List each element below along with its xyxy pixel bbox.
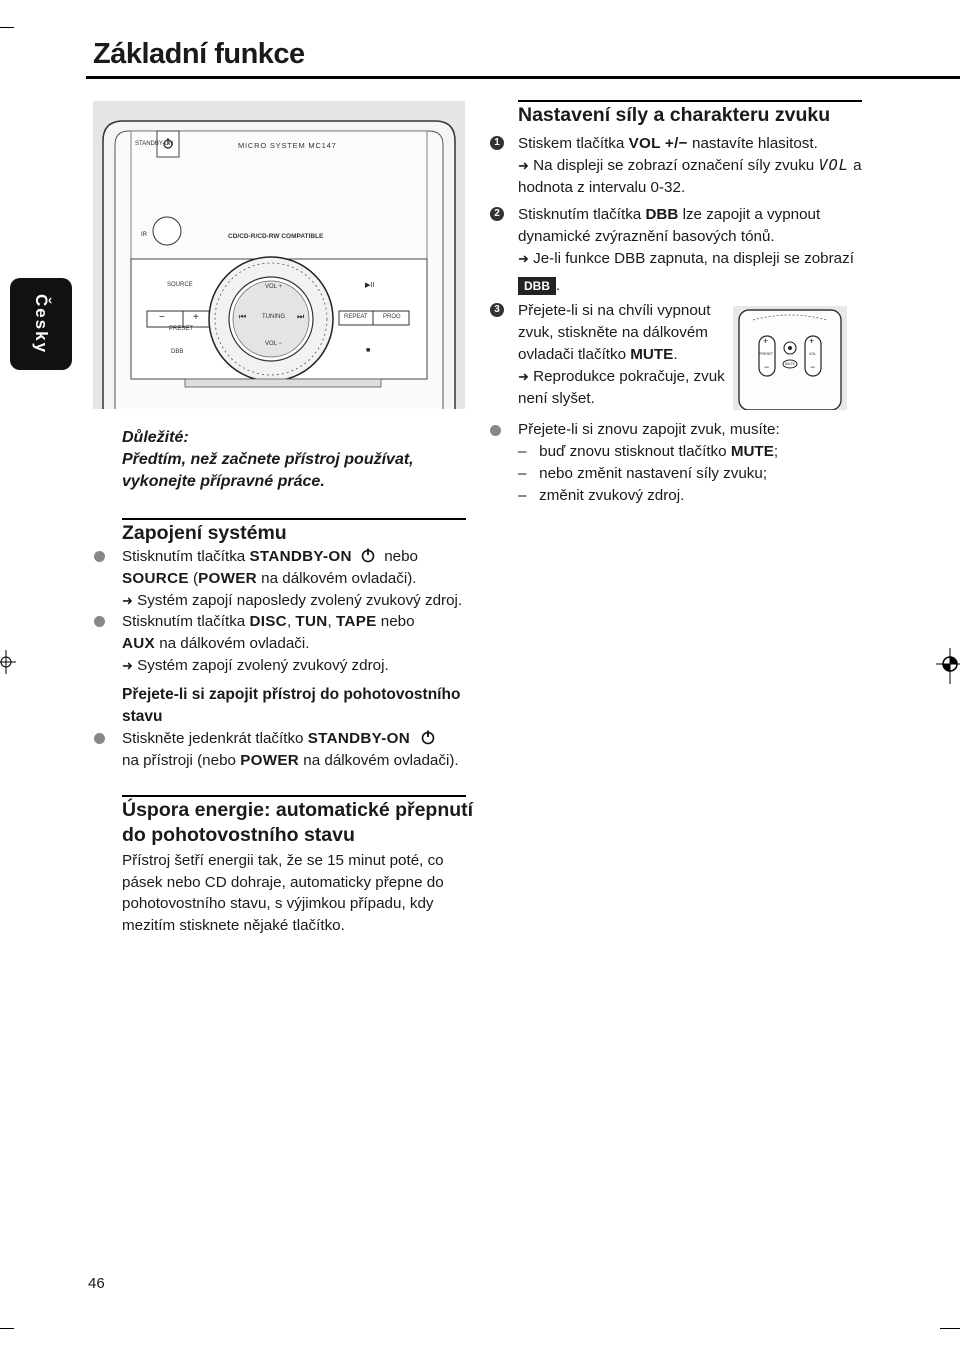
power-icon xyxy=(360,547,376,563)
model-label: MICRO SYSTEM MC147 xyxy=(238,141,337,150)
arrow-icon: ➜ xyxy=(518,158,529,173)
text: Je-li funkce DBB zapnuta, na displeji se zobrazí xyxy=(533,250,854,267)
device-front-panel-illustration xyxy=(93,101,465,409)
mute-key: MUTE xyxy=(730,443,774,460)
section-rule-volume xyxy=(518,100,862,102)
vol-down-label: VOL − xyxy=(265,341,282,347)
volume-s2-line2: dynamické zvýraznění basových tónů. xyxy=(518,228,775,245)
mute-key: MUTE xyxy=(630,346,674,363)
volume-s3-line4 xyxy=(518,366,725,388)
section-rule-eco xyxy=(122,795,466,797)
connect-b2-line2 xyxy=(122,633,309,655)
arrow-icon: ➜ xyxy=(518,369,529,384)
standby-heading-line1: Přejete-li si zapojit přístroj do pohotovostního xyxy=(122,686,461,703)
text: Stiskem tlačítka xyxy=(518,135,629,152)
remote-mute-label: MUTE xyxy=(785,362,795,366)
text: , xyxy=(286,613,296,630)
source-key: SOURCE xyxy=(122,570,189,587)
title-rule xyxy=(86,76,960,79)
volume-s3-line5: není slyšet. xyxy=(518,390,595,407)
crop-line-bottom-right xyxy=(940,1328,960,1329)
remote-vol-label: VOL xyxy=(809,352,817,356)
language-tab-label: Česky xyxy=(32,293,51,355)
dash: – xyxy=(518,443,527,460)
prog-label: PROG xyxy=(383,314,401,320)
dash: – xyxy=(518,465,527,482)
connect-b1-result xyxy=(122,590,462,612)
source-label: SOURCE xyxy=(167,282,193,288)
remote-preset-label: PRESET xyxy=(759,352,774,356)
volume-s1-line3: hodnota z intervalu 0-32. xyxy=(518,179,686,196)
volume-s1-line2 xyxy=(518,155,862,177)
preset-label: PRESET xyxy=(169,326,194,332)
page-title: Základní funkce xyxy=(93,38,305,70)
remote-control-illustration xyxy=(733,306,847,410)
connect-b2-result xyxy=(122,655,389,677)
display-vol: VOL xyxy=(818,156,849,174)
text: na přístroji (nebo xyxy=(122,752,241,769)
text: Systém zapojí zvolený zvukový zdroj. xyxy=(137,657,389,674)
power-key: POWER xyxy=(240,752,300,769)
eco-line1: Přístroj šetří energii tak, že se 15 minut poté, co xyxy=(122,852,444,869)
stop-icon: ■ xyxy=(366,347,371,354)
step-number-3: 3 xyxy=(490,303,504,317)
vol-key: VOL +/− xyxy=(628,135,688,152)
disc-key: DISC xyxy=(249,613,287,630)
ir-label: IR xyxy=(141,232,147,238)
text: . xyxy=(556,277,561,294)
connect-b1-line2 xyxy=(122,568,417,590)
unmute-line1: Přejete-li si znovu zapojit zvuk, musíte: xyxy=(518,421,780,438)
text: na dálkovém ovladači). xyxy=(299,752,459,769)
text: ovladači tlačítko xyxy=(518,346,631,363)
connect-b1-line1 xyxy=(122,546,418,568)
important-line-2: vykonejte přípravné práce. xyxy=(122,473,325,490)
remote-vol-plus: + xyxy=(809,336,815,346)
important-heading: Důležité: xyxy=(122,429,189,446)
text: buď znovu stisknout tlačítko xyxy=(539,443,731,460)
eco-heading-line2: do pohotovostního stavu xyxy=(122,824,355,846)
arrow-icon: ➜ xyxy=(122,593,133,608)
text: změnit zvukový zdroj. xyxy=(539,487,685,504)
bullet-icon xyxy=(94,551,105,562)
play-pause-icon: ▶II xyxy=(365,282,375,289)
volume-s3-line2: zvuk, stiskněte na dálkovém xyxy=(518,324,708,341)
power-icon xyxy=(420,729,436,745)
volume-s3-line1: Přejete-li si na chvíli vypnout xyxy=(518,302,711,319)
connect-b2-line1 xyxy=(122,611,415,633)
bullet-icon xyxy=(490,425,501,436)
tun-key: TUN xyxy=(295,613,328,630)
standby-line2 xyxy=(122,750,459,772)
volume-s2-line3 xyxy=(518,248,854,270)
standby-line1 xyxy=(122,728,436,750)
crop-mark-right xyxy=(936,648,960,684)
aux-key: AUX xyxy=(122,635,155,652)
power-key: POWER xyxy=(198,570,257,587)
tape-key: TAPE xyxy=(335,613,377,630)
connect-heading: Zapojení systému xyxy=(122,522,287,544)
crop-mark-left xyxy=(0,648,16,676)
dbb-label: DBB xyxy=(171,349,184,355)
dbb-key: DBB xyxy=(645,206,679,223)
text: ; xyxy=(773,443,779,460)
text: nebo změnit nastavení síly zvuku; xyxy=(539,465,768,482)
unmute-line3 xyxy=(518,463,767,485)
text: Stisknutím tlačítka xyxy=(122,548,250,565)
volume-heading: Nastavení síly a charakteru zvuku xyxy=(518,104,831,126)
eco-heading-line1: Úspora energie: automatické přepnutí xyxy=(122,799,474,821)
volume-s1-line1 xyxy=(518,133,818,155)
step-number-2: 2 xyxy=(490,207,504,221)
text: Stisknutím tlačítka xyxy=(518,206,646,223)
text: a xyxy=(848,157,862,174)
text: na dálkovém ovladači). xyxy=(256,570,417,587)
eco-line2: pásek nebo CD dohraje, automaticky přepne do xyxy=(122,874,444,891)
compat-label: CD/CD-R/CD-RW COMPATIBLE xyxy=(228,233,324,240)
vol-up-label: VOL + xyxy=(265,284,282,290)
standby-heading-line2: stavu xyxy=(122,708,163,725)
standby-key: STANDBY-ON xyxy=(249,548,352,565)
text: Systém zapojí naposledy zvolený zvukový zdroj. xyxy=(137,592,463,609)
bullet-icon xyxy=(94,616,105,627)
text: Na displeji se zobrazí označení síly zvuku xyxy=(533,157,819,174)
tuning-label: TUNING xyxy=(262,314,285,320)
text: na dálkovém ovladači. xyxy=(154,635,310,652)
section-rule-connect xyxy=(122,518,466,520)
step-number-1: 1 xyxy=(490,136,504,150)
arrow-icon: ➜ xyxy=(518,251,529,266)
text: nastavíte hlasitost. xyxy=(687,135,818,152)
text: Stisknutím tlačítka xyxy=(122,613,250,630)
dash: – xyxy=(518,487,527,504)
standby-label: STANDBY-ON xyxy=(135,141,174,147)
remote-preset-plus: + xyxy=(763,336,769,346)
prev-icon: ⏮ xyxy=(239,312,247,321)
arrow-icon: ➜ xyxy=(122,658,133,673)
eco-line3: pohotovostního stavu, s výjimkou případu, kdy xyxy=(122,895,434,912)
unmute-line4 xyxy=(518,485,684,507)
dbb-display-badge: DBB xyxy=(518,277,556,295)
text: Stiskněte jedenkrát tlačítko xyxy=(122,730,308,747)
eco-line4: mezitím stisknete nějaké tlačítko. xyxy=(122,917,345,934)
next-icon: ⏭ xyxy=(297,312,305,321)
remote-preset-minus: − xyxy=(764,362,770,372)
bullet-icon xyxy=(94,733,105,744)
text: nebo xyxy=(376,613,415,630)
standby-key: STANDBY-ON xyxy=(307,730,411,747)
remote-vol-minus: − xyxy=(810,362,816,372)
volume-s2-badge-line xyxy=(518,275,560,297)
volume-s3-line3 xyxy=(518,344,678,366)
plus-label: + xyxy=(193,312,199,323)
text: , xyxy=(327,613,336,630)
text: ( xyxy=(188,570,199,587)
repeat-label: REPEAT xyxy=(344,314,368,320)
text: lze zapojit a vypnout xyxy=(678,206,821,223)
page-number: 46 xyxy=(88,1275,105,1292)
text: Reprodukce pokračuje, zvuk xyxy=(533,368,725,385)
crop-line-bottom-left xyxy=(0,1328,14,1329)
crop-line-top-left xyxy=(0,27,14,28)
language-tab xyxy=(10,278,72,370)
text: . xyxy=(673,346,678,363)
unmute-line2 xyxy=(518,441,778,463)
minus-label: − xyxy=(159,312,165,323)
important-line-1: Předtím, než začnete přístroj používat, xyxy=(122,451,414,468)
text: nebo xyxy=(379,548,418,565)
volume-s2-line1 xyxy=(518,204,820,226)
